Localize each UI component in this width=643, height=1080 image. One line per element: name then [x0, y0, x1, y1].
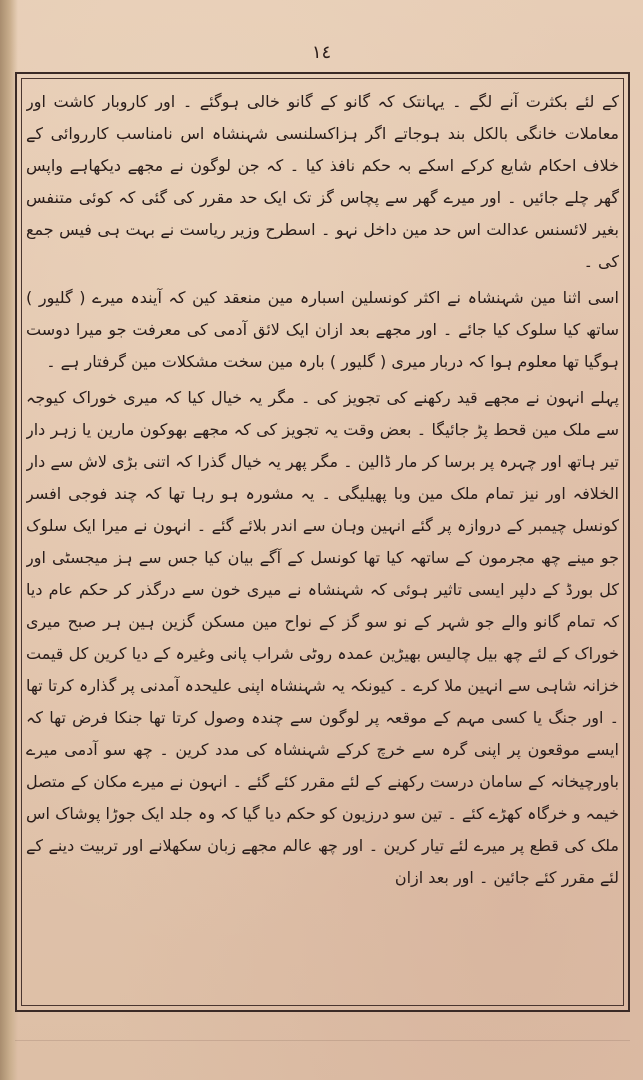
urdu-text-block	[26, 86, 619, 998]
page-bottom-margin-mark	[15, 1040, 630, 1041]
page-number: ١٤	[311, 42, 332, 63]
paragraph: اسی اثنا مین شہنشاہ نے اکثر کونسلین اسبارہ مین منعقد کین کہ آیندہ میرے ( گلیور ) ساتھ کیا سلوک کیا جائے ۔ اور مجھے بعد ازان ایک لائق آدمی کی معرفت جو میرا دوست ہوگیا تھا معلوم ہوا کہ دربار میری ( گلیور ) بارہ مین سخت مشکلات مین گرفتار ہے ۔	[26, 288, 619, 371]
paragraph: پہلے انہون نے مجھے قید رکھنے کی تجویز کی ۔ مگر یہ خیال کیا کہ میری خوراک کیوجہ سے ملک مین قحط پڑ جائیگا ۔ بعض وقت یہ تجویز کی کہ مجھے بھوکون مارین یا زہر دار تیر ہاتھ اور چہرہ پر برسا کر مار ڈالین ۔ مگر پھر یہ خیال گذرا کہ اتنی بڑی لاش سے دار الخلافہ اور نیز تمام ملک مین وبا پھیلیگی ۔ یہ مشورہ ہو رہا تھا کہ چند فوجی افسر کونسل چیمبر کے دروازہ پر گئے انہین وہان سے اندر بلائے گئے ۔ انہون نے میرا ایک سلوک جو مینے چھ مجرمون کے ساتھہ کیا تھا کونسل کے آگے بیان کیا جس سے ہز میجسٹی اور کل بورڈ کے دلپر ایسی تاثیر ہوئی کہ شہنشاہ نے میری خون سے درگذر کر حکم عام دیا کہ تمام گانو والے جو شہر کے نو سو گز کے نواح مین مسکن گزین ہین ہر صبح میری خوراک کے لئے چھ بیل چالیس بھیڑین عمدہ روٹی شراب پانی وغیرہ کے دیا کرین کل قیمت خزانہ شاہی سے انہین ملا کرے ۔ کیونکہ یہ شہنشاہ اپنی علیحدہ آمدنی پر گذارہ کرتا تھا ۔ اور جنگ یا کسی مہم کے موقعہ پر لوگون سے چندہ وصول کرتا تھا جنکا فرض تھا کہ ایسے موقعون پر اپنی گرہ سے خرچ کرکے شہنشاہ کی مدد کرین ۔ چھ سو آدمی میرے باورچیخانہ کے سامان درست رکھنے کے لئے مقرر کئے گئے ۔ انہون نے میرے مکان کے متصل خیمہ و خرگاہ کھڑے کئے ۔ تین سو درزیون کو حکم دیا گیا کہ وہ جلد ایک جوڑا پوشاک اس ملک کی قطع پر میرے لئے تیار کرین ۔ اور چھ عالم مجھے زبان سکھلانے اور تربیت دینے کے لئے مقرر کئے جائین ۔ اور بعد ازان	[26, 388, 619, 887]
paragraph: کے لئے بکثرت آنے لگے ۔ یہانتک کہ گانو کے گانو خالی ہوگئے ۔ اور کاروبار کاشت اور معاملات خانگی بالکل بند ہوجاتے اگر ہزاکسلنسی شہنشاہ اس نامناسب کارروائی کے خلاف احکام شایع کرکے اسکے بہ حکم نافذ کیا ۔ کہ جن لوگون نے مجھے دیکھاہے واپس گھر چلے جائیں ۔ اور میرے گھر سے پچاس گز تک ایک حد مقرر کی گئی کہ کوئی متنفس بغیر لائسنس عدالت اس حد مین داخل نہو ۔ اسطرح وزیر ریاست نے بہت ہی فیس جمع کی ۔	[26, 92, 619, 271]
